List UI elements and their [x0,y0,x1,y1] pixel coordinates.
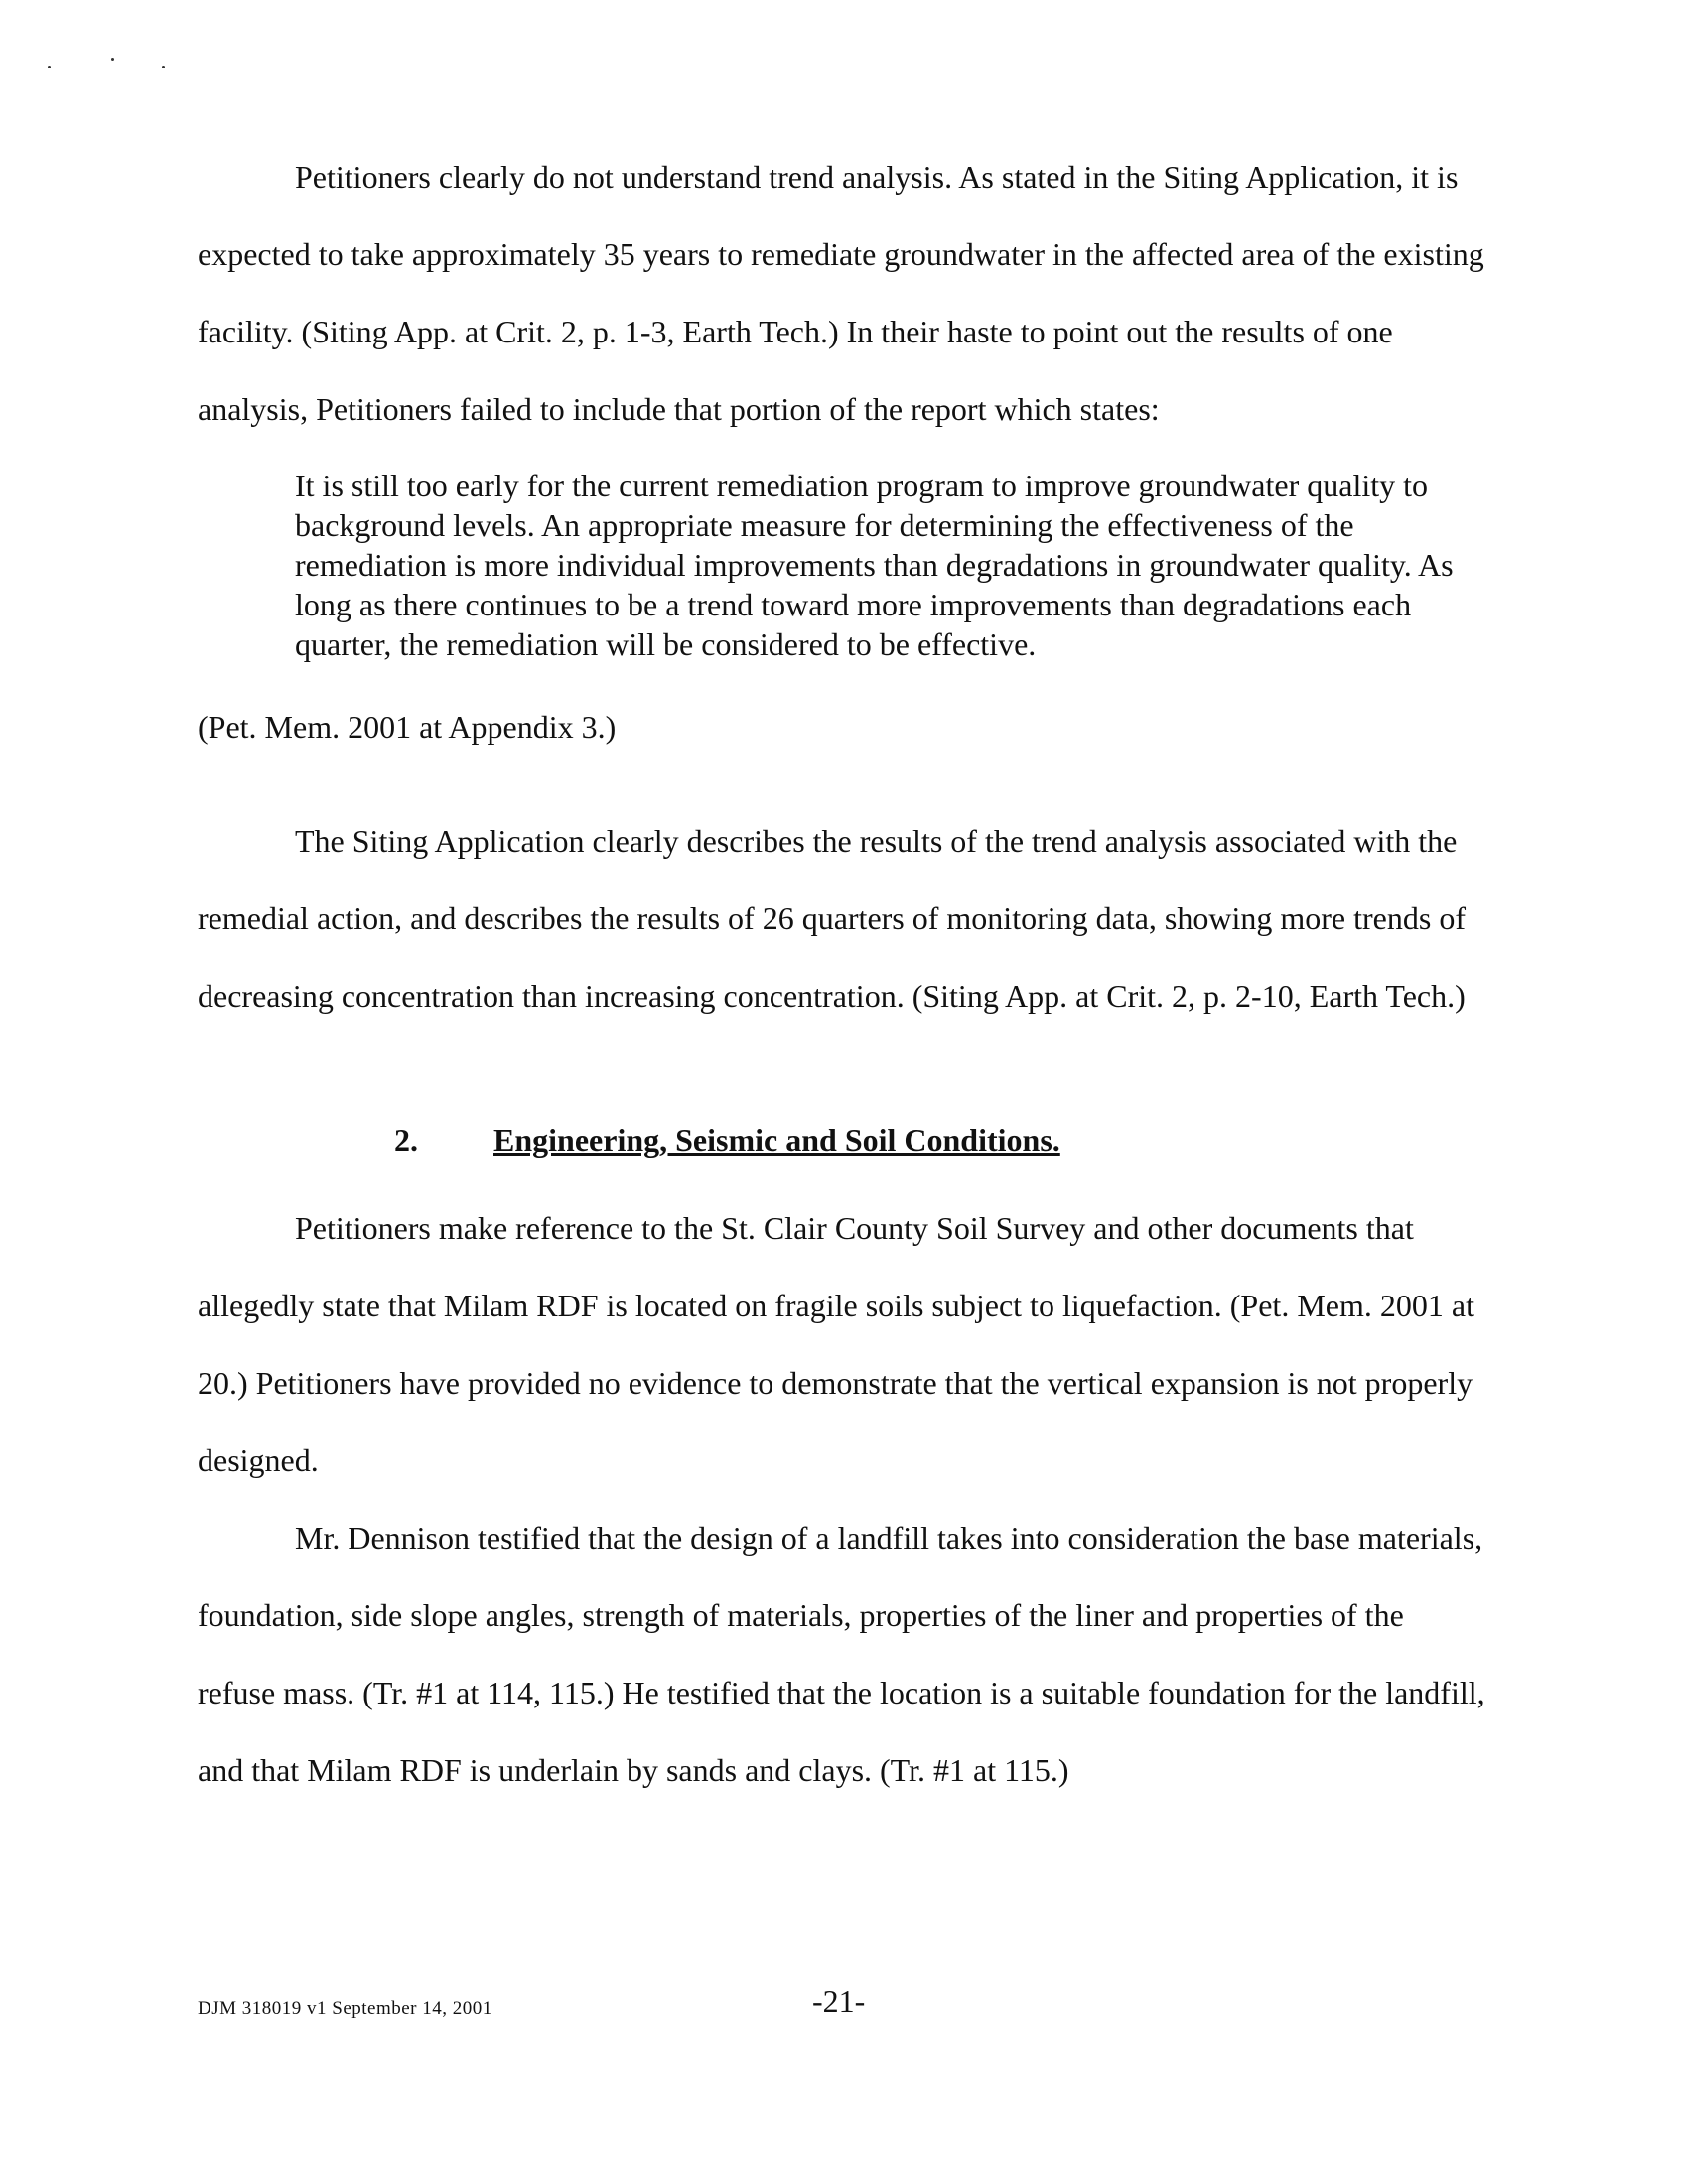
section-title: Engineering, Seismic and Soil Conditions. [493,1122,1060,1158]
paragraph-siting-application: The Siting Application clearly describes the results of the trend analysis associated with the remedial action, and describes the results of 26 quarters of monitoring data, showing more trends of decreasing concentration than increasing concentration. (Siting App. at Crit. 2, p. 2-10, Earth Tech.) [198,823,1466,1014]
citation-line: (Pet. Mem. 2001 at Appendix 3.) [198,709,617,745]
block-quote: It is still too early for the current remediation program to improve groundwater quality to background levels. An appropriate measure for determining the effectiveness of the remediation is more individual improvements than degradations in groundwater quality. As long as there continues to be a trend toward more improvements than degradations each quarter, the remediation will be considered to be effective. [295,468,1454,662]
paragraph-trend-analysis: Petitioners clearly do not understand trend analysis. As stated in the Siting Application, it is expected to take approximately 35 years to remediate groundwater in the affected area of the existing facility. (Siting App. at Crit. 2, p. 1-3, Earth Tech.) In their haste to point out the results of one analysis, Petitioners failed to include that portion of the report which states: [198,159,1484,427]
section-number: 2. [394,1122,418,1158]
footer-page-number: -21- [812,1983,866,2019]
scan-speck [48,66,51,68]
scan-specks [48,56,177,75]
paragraph-dennison-testimony: Mr. Dennison testified that the design of a landfill takes into consideration the base materials, foundation, side slope angles, strength of materials, properties of the liner and properties of the refuse mass. (Tr. #1 at 114, 115.) He testified that the location is a suitable foundation for the landfill, and that Milam RDF is underlain by sands and clays. (Tr. #1 at 115.) [198,1520,1485,1788]
section-heading [0,1120,1684,1163]
scan-speck [111,58,114,61]
scan-speck [162,66,165,68]
paragraph-soil-survey: Petitioners make reference to the St. Clair County Soil Survey and other documents that allegedly state that Milam RDF is located on fragile soils subject to liquefaction. (Pet. Mem. 2001 at 20.) Petitioners have provided no evidence to demonstrate that the vertical expansion is not properly designed. [198,1210,1474,1478]
footer-document-id: DJM 318019 v1 September 14, 2001 [198,1998,492,2019]
